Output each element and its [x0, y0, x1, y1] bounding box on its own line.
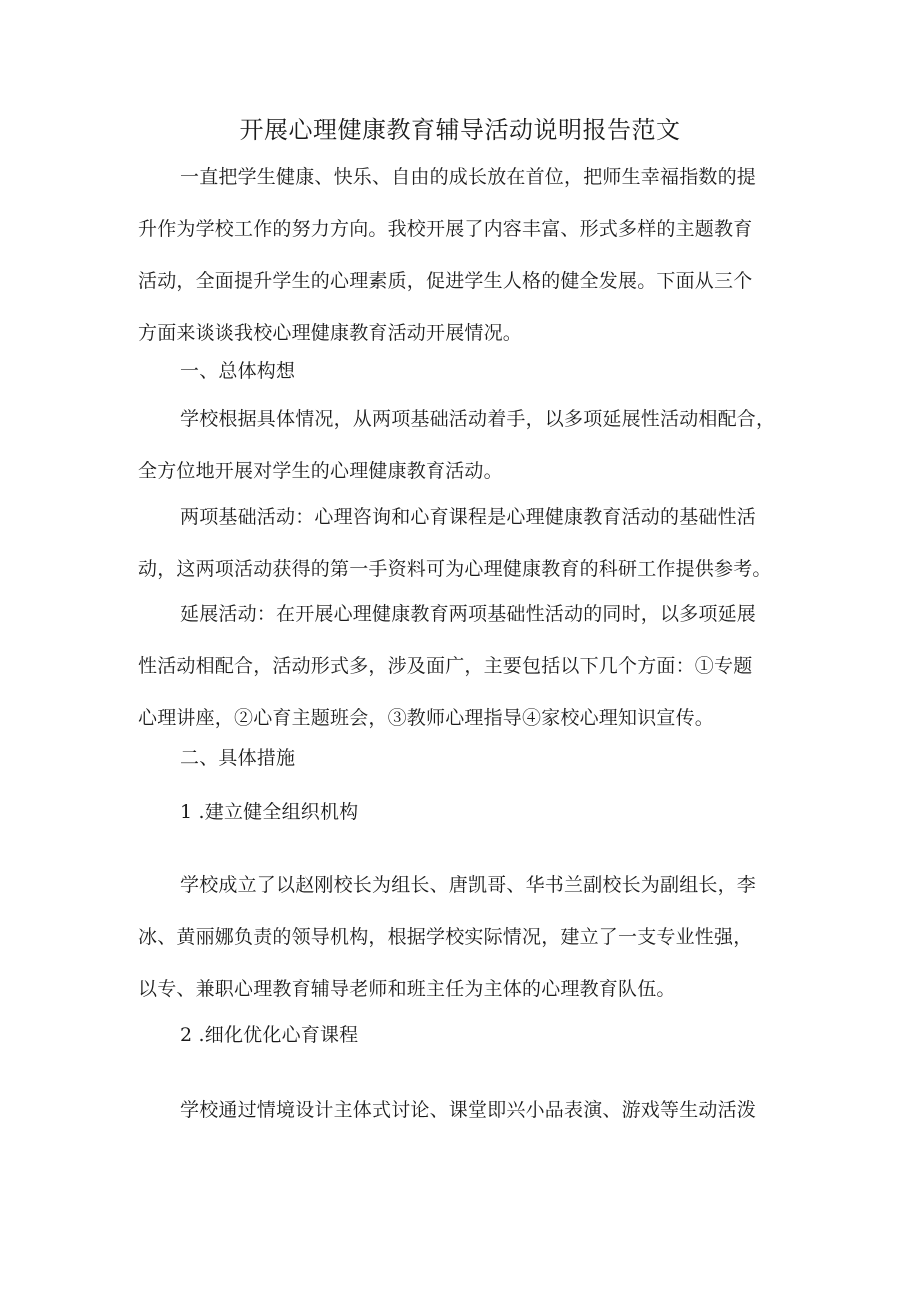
- section-heading-text: 一、总体构想: [180, 360, 296, 382]
- text-line: 以专、兼职心理教育辅导老师和班主任为主体的心理教育队伍。: [138, 978, 676, 1000]
- text-line: 心理讲座，②心育主题班会，③教师心理指导④家校心理知识宣传。: [138, 707, 715, 729]
- text-line: 活动，全面提升学生的心理素质，促进学生人格的健全发展。下面从三个: [138, 270, 753, 292]
- paragraph: [138, 504, 798, 582]
- intro-paragraph: [138, 164, 798, 346]
- text-line: 动，这两项活动获得的第一手资料可为心理健康教育的科研工作提供参考。: [138, 558, 772, 580]
- text-line: 延展活动：在开展心理健康教育两项基础性活动的同时，以多项延展: [180, 603, 757, 625]
- section-heading: [138, 358, 798, 384]
- subsection-heading-text: 1 .建立健全组织机构: [180, 801, 359, 823]
- text-line: 性活动相配合，活动形式多，涉及面广，主要包括以下几个方面：①专题: [138, 655, 753, 677]
- paragraph: [138, 406, 798, 484]
- text-line: 一直把学生健康、快乐、自由的成长放在首位，把师生幸福指数的提: [180, 166, 757, 188]
- subsection-heading-text: 2 .细化优化心育课程: [180, 1024, 359, 1046]
- section-heading-text: 二、具体措施: [180, 747, 296, 769]
- document-title: 开展心理健康教育辅导活动说明报告范文: [239, 116, 681, 144]
- text-line: 两项基础活动：心理咨询和心育课程是心理健康教育活动的基础性活: [180, 506, 757, 528]
- text-line: 方面来谈谈我校心理健康教育活动开展情况。: [138, 322, 523, 344]
- subsection-heading: [138, 799, 798, 825]
- text-line: 学校根据具体情况，从两项基础活动着手，以多项延展性活动相配合，: [180, 408, 776, 430]
- subsection-heading: [138, 1022, 798, 1048]
- paragraph: [138, 1097, 798, 1123]
- text-line: 全方位地开展对学生的心理健康教育活动。: [138, 460, 503, 482]
- text-line: 升作为学校工作的努力方向。我校开展了内容丰富、形式多样的主题教育: [138, 218, 753, 240]
- text-line: 学校成立了以赵刚校长为组长、唐凯哥、华书兰副校长为副组长，李: [180, 874, 757, 896]
- text-line: 冰、黄丽娜负责的领导机构，根据学校实际情况，建立了一支专业性强，: [138, 926, 753, 948]
- paragraph: [138, 601, 798, 731]
- text-line: 学校通过情境设计主体式讨论、课堂即兴小品表演、游戏等生动活泼: [180, 1099, 757, 1121]
- section-heading: [138, 745, 798, 771]
- paragraph: [138, 872, 798, 1002]
